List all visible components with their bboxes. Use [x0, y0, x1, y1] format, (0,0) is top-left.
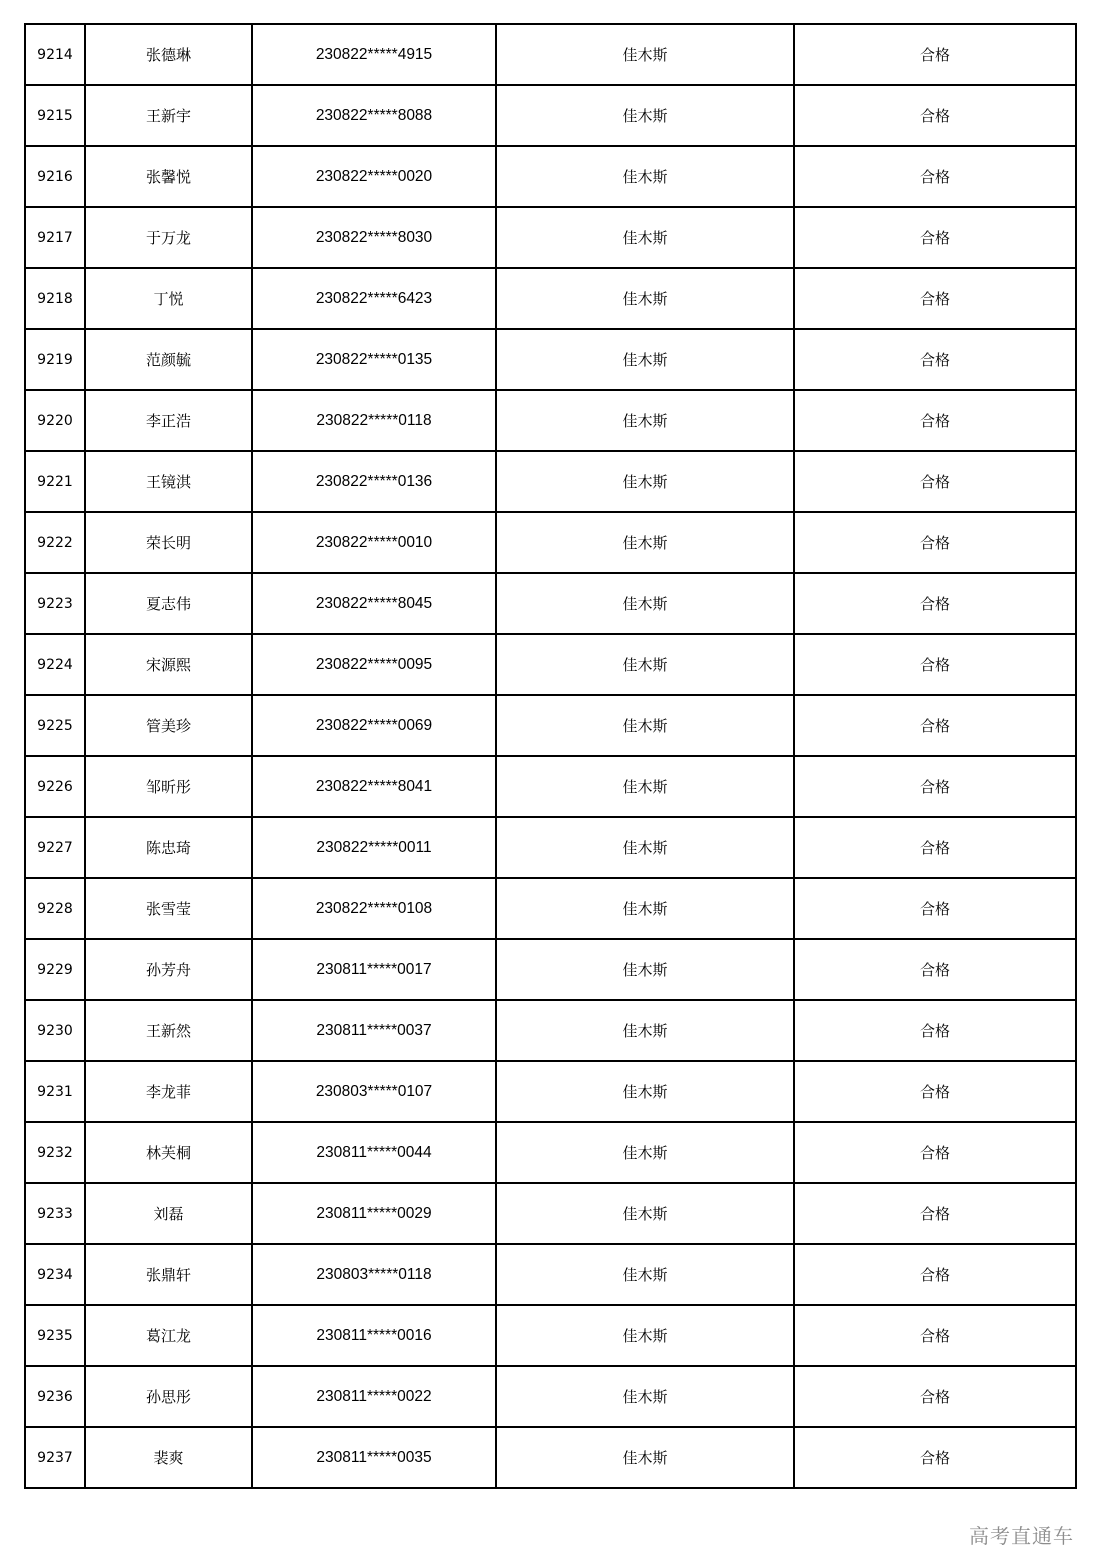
row-city-cell: 佳木斯	[496, 634, 794, 695]
roster-table	[24, 23, 1077, 1489]
row-name-cell: 李龙菲	[85, 1061, 252, 1122]
row-name-cell: 张雪莹	[85, 878, 252, 939]
row-city-cell: 佳木斯	[496, 939, 794, 1000]
row-id-cell: 230822*****8041	[252, 756, 496, 817]
row-city-cell: 佳木斯	[496, 1183, 794, 1244]
table-row	[25, 634, 1076, 695]
row-result-cell: 合格	[794, 634, 1076, 695]
row-id-cell: 230811*****0029	[252, 1183, 496, 1244]
row-id-cell: 230822*****0020	[252, 146, 496, 207]
table-row	[25, 1122, 1076, 1183]
row-result-cell: 合格	[794, 1244, 1076, 1305]
row-seq-cell: 9223	[25, 573, 85, 634]
row-seq-cell: 9226	[25, 756, 85, 817]
row-result-cell: 合格	[794, 695, 1076, 756]
row-city-cell: 佳木斯	[496, 390, 794, 451]
row-seq-cell: 9228	[25, 878, 85, 939]
row-result-cell: 合格	[794, 878, 1076, 939]
row-id-cell: 230822*****0118	[252, 390, 496, 451]
row-name-cell: 邹昕彤	[85, 756, 252, 817]
table-row	[25, 573, 1076, 634]
row-name-cell: 范颜毓	[85, 329, 252, 390]
row-name-cell: 宋源熙	[85, 634, 252, 695]
row-id-cell: 230822*****6423	[252, 268, 496, 329]
row-id-cell: 230811*****0017	[252, 939, 496, 1000]
row-name-cell: 裴爽	[85, 1427, 252, 1488]
row-name-cell: 陈忠琦	[85, 817, 252, 878]
row-name-cell: 葛江龙	[85, 1305, 252, 1366]
row-name-cell: 王镜淇	[85, 451, 252, 512]
row-seq-cell: 9219	[25, 329, 85, 390]
row-id-cell: 230822*****8030	[252, 207, 496, 268]
table-row	[25, 1427, 1076, 1488]
row-id-cell: 230822*****8045	[252, 573, 496, 634]
row-city-cell: 佳木斯	[496, 146, 794, 207]
row-id-cell: 230811*****0037	[252, 1000, 496, 1061]
row-seq-cell: 9232	[25, 1122, 85, 1183]
row-seq-cell: 9225	[25, 695, 85, 756]
row-name-cell: 李正浩	[85, 390, 252, 451]
table-row	[25, 878, 1076, 939]
row-city-cell: 佳木斯	[496, 1000, 794, 1061]
row-seq-cell: 9215	[25, 85, 85, 146]
row-id-cell: 230822*****0108	[252, 878, 496, 939]
table-row	[25, 695, 1076, 756]
row-seq-cell: 9216	[25, 146, 85, 207]
row-name-cell: 夏志伟	[85, 573, 252, 634]
row-city-cell: 佳木斯	[496, 756, 794, 817]
table-row	[25, 85, 1076, 146]
table-row	[25, 207, 1076, 268]
row-result-cell: 合格	[794, 207, 1076, 268]
row-id-cell: 230811*****0016	[252, 1305, 496, 1366]
row-result-cell: 合格	[794, 146, 1076, 207]
row-id-cell: 230822*****0069	[252, 695, 496, 756]
row-result-cell: 合格	[794, 390, 1076, 451]
row-name-cell: 管美珍	[85, 695, 252, 756]
row-result-cell: 合格	[794, 1122, 1076, 1183]
row-city-cell: 佳木斯	[496, 1061, 794, 1122]
row-id-cell: 230822*****0010	[252, 512, 496, 573]
row-city-cell: 佳木斯	[496, 1305, 794, 1366]
table-row	[25, 1305, 1076, 1366]
row-seq-cell: 9214	[25, 24, 85, 85]
row-seq-cell: 9234	[25, 1244, 85, 1305]
row-seq-cell: 9236	[25, 1366, 85, 1427]
row-city-cell: 佳木斯	[496, 1366, 794, 1427]
row-name-cell: 王新然	[85, 1000, 252, 1061]
row-id-cell: 230811*****0022	[252, 1366, 496, 1427]
row-id-cell: 230803*****0107	[252, 1061, 496, 1122]
row-seq-cell: 9230	[25, 1000, 85, 1061]
row-seq-cell: 9220	[25, 390, 85, 451]
row-city-cell: 佳木斯	[496, 451, 794, 512]
row-name-cell: 丁悦	[85, 268, 252, 329]
row-id-cell: 230822*****0095	[252, 634, 496, 695]
row-result-cell: 合格	[794, 756, 1076, 817]
row-result-cell: 合格	[794, 939, 1076, 1000]
row-seq-cell: 9222	[25, 512, 85, 573]
row-result-cell: 合格	[794, 1366, 1076, 1427]
row-name-cell: 于万龙	[85, 207, 252, 268]
row-seq-cell: 9233	[25, 1183, 85, 1244]
row-result-cell: 合格	[794, 1427, 1076, 1488]
row-result-cell: 合格	[794, 1061, 1076, 1122]
table-row	[25, 268, 1076, 329]
row-city-cell: 佳木斯	[496, 695, 794, 756]
row-city-cell: 佳木斯	[496, 573, 794, 634]
watermark-text: 高考直通车	[967, 1520, 1076, 1549]
row-city-cell: 佳木斯	[496, 878, 794, 939]
table-row	[25, 1061, 1076, 1122]
row-id-cell: 230822*****4915	[252, 24, 496, 85]
row-seq-cell: 9231	[25, 1061, 85, 1122]
table-row	[25, 512, 1076, 573]
row-id-cell: 230822*****0135	[252, 329, 496, 390]
row-seq-cell: 9237	[25, 1427, 85, 1488]
row-result-cell: 合格	[794, 268, 1076, 329]
row-id-cell: 230822*****0136	[252, 451, 496, 512]
row-city-cell: 佳木斯	[496, 85, 794, 146]
row-result-cell: 合格	[794, 85, 1076, 146]
row-id-cell: 230822*****0011	[252, 817, 496, 878]
row-city-cell: 佳木斯	[496, 1244, 794, 1305]
row-id-cell: 230811*****0044	[252, 1122, 496, 1183]
table-row	[25, 390, 1076, 451]
table-row	[25, 1366, 1076, 1427]
row-name-cell: 张馨悦	[85, 146, 252, 207]
row-seq-cell: 9235	[25, 1305, 85, 1366]
table-row	[25, 329, 1076, 390]
row-id-cell: 230811*****0035	[252, 1427, 496, 1488]
row-city-cell: 佳木斯	[496, 207, 794, 268]
row-result-cell: 合格	[794, 573, 1076, 634]
row-result-cell: 合格	[794, 1305, 1076, 1366]
row-seq-cell: 9221	[25, 451, 85, 512]
row-city-cell: 佳木斯	[496, 24, 794, 85]
table-row	[25, 1000, 1076, 1061]
row-city-cell: 佳木斯	[496, 329, 794, 390]
row-name-cell: 张鼎轩	[85, 1244, 252, 1305]
table-row	[25, 756, 1076, 817]
row-name-cell: 刘磊	[85, 1183, 252, 1244]
row-result-cell: 合格	[794, 512, 1076, 573]
row-result-cell: 合格	[794, 24, 1076, 85]
row-name-cell: 孙思彤	[85, 1366, 252, 1427]
row-seq-cell: 9217	[25, 207, 85, 268]
table-row	[25, 1244, 1076, 1305]
row-result-cell: 合格	[794, 1183, 1076, 1244]
row-name-cell: 荣长明	[85, 512, 252, 573]
row-name-cell: 孙芳舟	[85, 939, 252, 1000]
row-id-cell: 230822*****8088	[252, 85, 496, 146]
row-seq-cell: 9227	[25, 817, 85, 878]
row-seq-cell: 9224	[25, 634, 85, 695]
row-seq-cell: 9229	[25, 939, 85, 1000]
row-city-cell: 佳木斯	[496, 1122, 794, 1183]
row-result-cell: 合格	[794, 817, 1076, 878]
table-row	[25, 817, 1076, 878]
row-result-cell: 合格	[794, 329, 1076, 390]
row-name-cell: 林芙桐	[85, 1122, 252, 1183]
table-row	[25, 146, 1076, 207]
table-row	[25, 451, 1076, 512]
row-id-cell: 230803*****0118	[252, 1244, 496, 1305]
row-result-cell: 合格	[794, 451, 1076, 512]
row-name-cell: 张德琳	[85, 24, 252, 85]
row-city-cell: 佳木斯	[496, 1427, 794, 1488]
table-row	[25, 24, 1076, 85]
row-result-cell: 合格	[794, 1000, 1076, 1061]
row-city-cell: 佳木斯	[496, 817, 794, 878]
row-seq-cell: 9218	[25, 268, 85, 329]
table-row	[25, 939, 1076, 1000]
row-city-cell: 佳木斯	[496, 268, 794, 329]
roster-body	[25, 24, 1076, 1488]
row-city-cell: 佳木斯	[496, 512, 794, 573]
row-name-cell: 王新宇	[85, 85, 252, 146]
table-row	[25, 1183, 1076, 1244]
